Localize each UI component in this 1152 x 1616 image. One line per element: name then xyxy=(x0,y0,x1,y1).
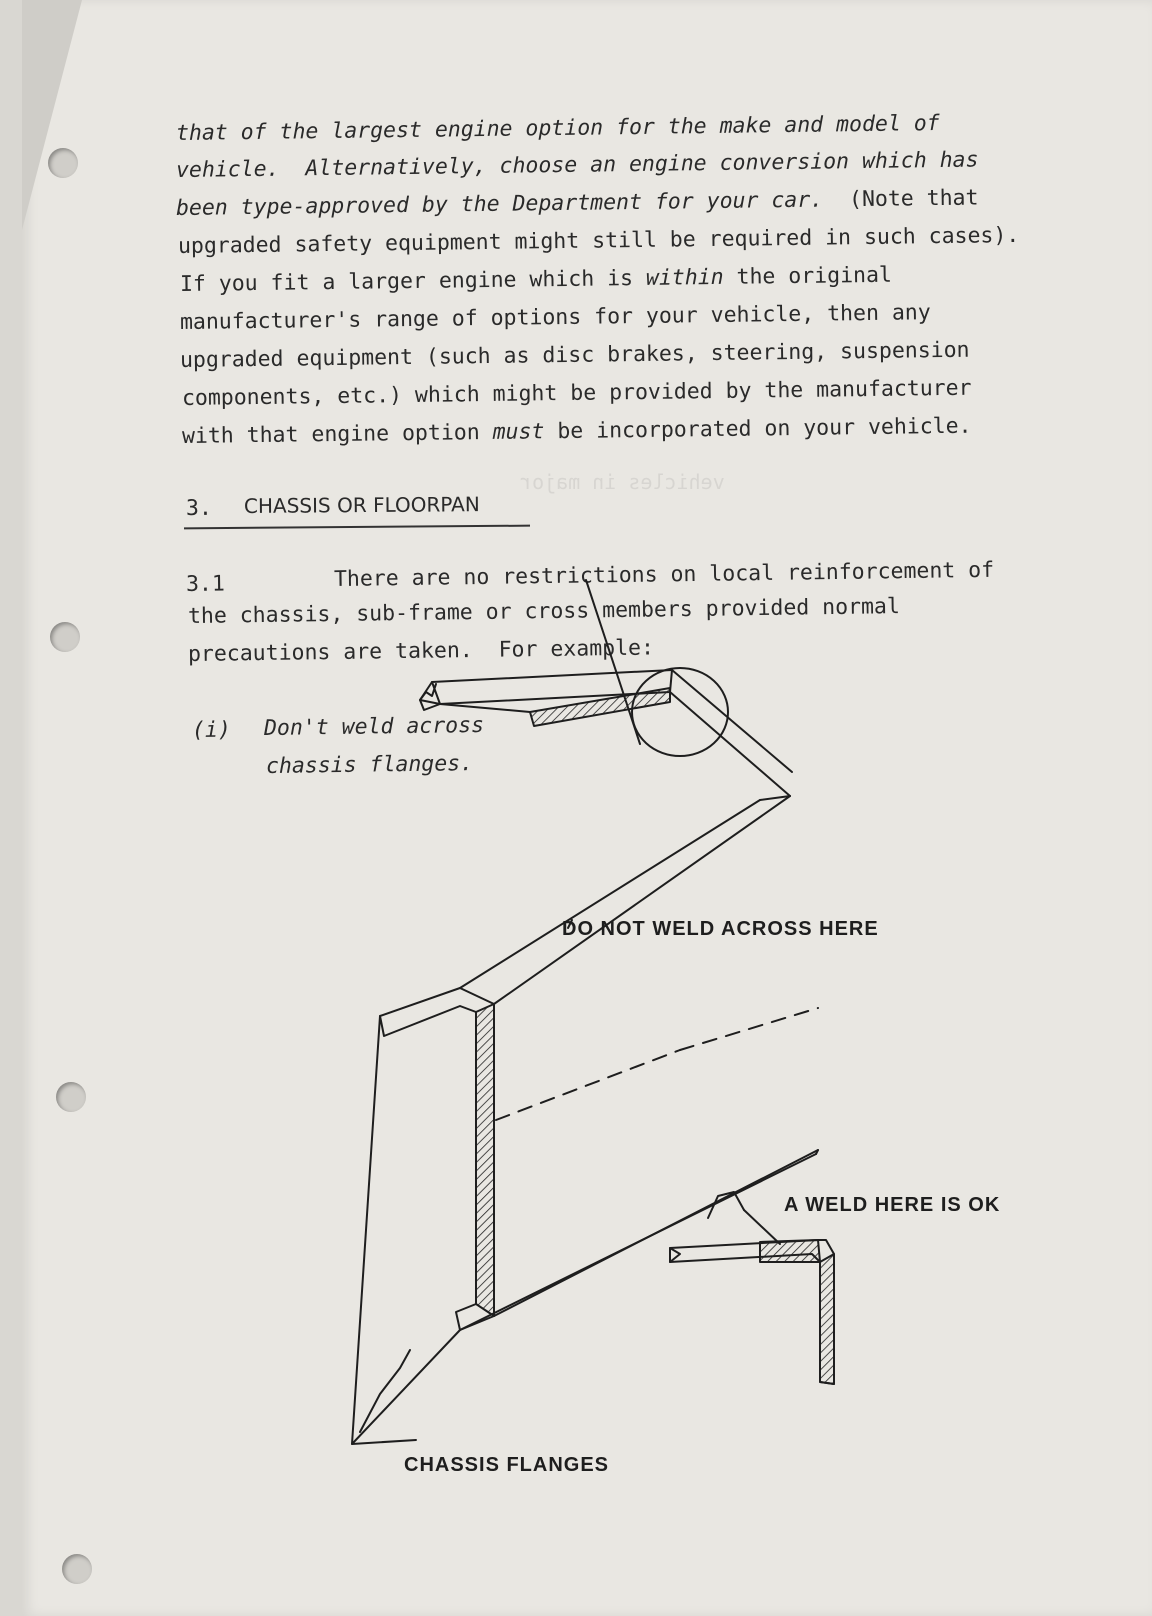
section-number: 3. xyxy=(185,495,212,521)
weld-zone-circle xyxy=(632,668,728,756)
intro-line-segment: been type-approved by the Department for your car. xyxy=(175,187,824,221)
clause-line-1: There are no restrictions on local reinforcement of xyxy=(333,557,995,592)
intro-line-segment: the original xyxy=(723,262,893,290)
page-corner-shadow xyxy=(22,0,82,230)
top-flange-section xyxy=(530,688,670,726)
leader-do-not-weld-line xyxy=(586,580,640,744)
binder-hole-top xyxy=(48,148,78,178)
intro-line-segment: vehicle. Alternatively, choose an engine conversion which has xyxy=(175,147,979,183)
intro-line-segment: be incorporated on your vehicle. xyxy=(544,413,972,445)
clause-number: 3.1 xyxy=(185,571,226,597)
binder-hole-upper-mid xyxy=(50,622,80,652)
binder-hole-bottom xyxy=(62,1554,92,1584)
intro-line-segment: within xyxy=(645,264,724,291)
label-do-not-weld: DO NOT WELD ACROSS HERE xyxy=(562,918,879,940)
clause-line-3: precautions are taken. For example: xyxy=(187,635,655,667)
intro-line-segment: (Note that xyxy=(822,185,979,213)
example-line-1: Don't weld across xyxy=(263,712,485,741)
intro-line-segment: components, etc.) which might be provided by the manufacturer xyxy=(181,375,972,411)
clause-line-2: the chassis, sub-frame or cross members provided normal xyxy=(187,594,901,629)
example-line-2: chassis flanges. xyxy=(265,751,474,779)
intro-line-segment: with that engine option xyxy=(181,419,493,449)
label-chassis-flanges: CHASSIS FLANGES xyxy=(404,1454,610,1476)
label-weld-ok: A WELD HERE IS OK xyxy=(784,1194,1001,1216)
intro-line-segment: manufacturer's range of options for your vehicle, then any xyxy=(179,300,931,335)
intro-line-segment: upgraded safety equipment might still be required in such cases). xyxy=(177,222,1020,259)
chassis-weld-diagram xyxy=(340,560,1100,1520)
bleed-through-text: vehicles in major xyxy=(520,470,725,494)
intro-line-segment: must xyxy=(492,419,545,445)
intro-line-segment: upgraded equipment (such as disc brakes, steering, suspension xyxy=(179,337,970,373)
binder-hole-lower-mid xyxy=(56,1082,86,1112)
leader-weld-ok xyxy=(708,1192,744,1218)
intro-line-segment: that of the largest engine option for the make and model of xyxy=(175,111,940,146)
intro-line-segment: If you fit a larger engine which is xyxy=(179,265,647,297)
example-marker: (i) xyxy=(191,717,232,743)
section-title: CHASSIS OR FLOORPAN xyxy=(243,492,480,518)
